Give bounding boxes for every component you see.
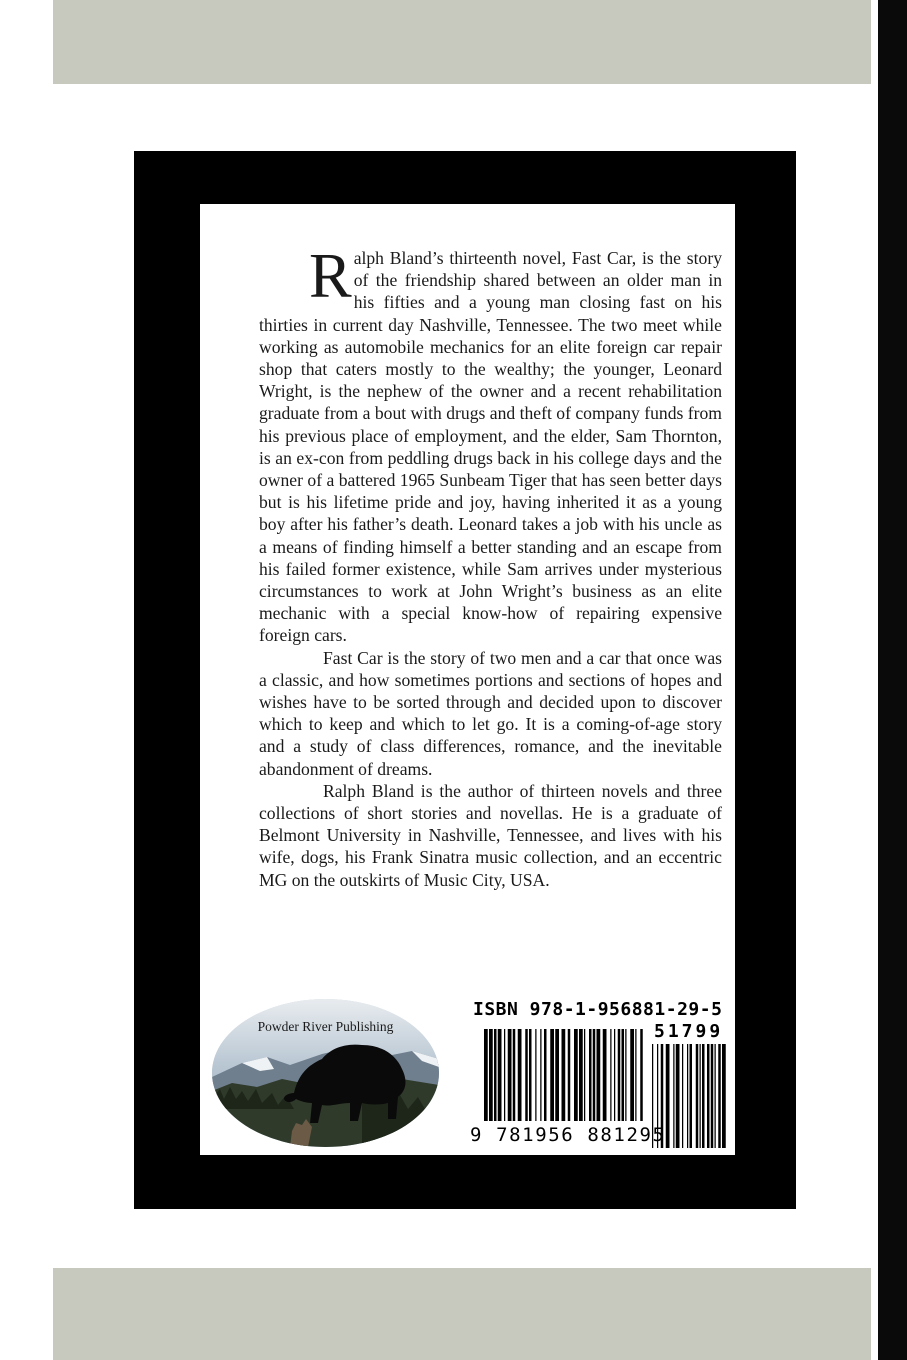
barcode-bar xyxy=(589,1029,592,1121)
barcode-bar xyxy=(593,1029,596,1121)
barcode-bar xyxy=(494,1029,497,1121)
back-cover-page xyxy=(200,204,735,1155)
barcode-bar xyxy=(562,1029,566,1121)
barcode-bar xyxy=(722,1044,726,1148)
publisher-logo xyxy=(212,999,439,1147)
bottom-gray-band xyxy=(53,1268,871,1360)
barcode-bar xyxy=(622,1029,625,1121)
barcode-bar xyxy=(498,1029,502,1121)
barcode-bar xyxy=(711,1044,714,1148)
barcode-bar xyxy=(584,1029,585,1121)
barcode-bar xyxy=(640,1029,643,1121)
barcode-bar xyxy=(544,1029,547,1121)
top-gray-band xyxy=(53,0,871,84)
publisher-name: Powder River Publishing xyxy=(257,1019,394,1034)
barcode-bar xyxy=(518,1029,522,1121)
barcode-bar xyxy=(682,1044,683,1148)
barcode-bar xyxy=(529,1029,532,1121)
barcode-bar xyxy=(614,1029,615,1121)
barcode-bar xyxy=(676,1044,680,1148)
barcode-bar xyxy=(504,1029,505,1121)
barcode-bar xyxy=(635,1029,636,1121)
barcode-bar xyxy=(484,1029,488,1121)
barcode-bar xyxy=(718,1044,721,1148)
ean13-barcode xyxy=(484,1029,644,1121)
right-edge-strip xyxy=(878,0,907,1360)
drop-cap: R xyxy=(309,240,352,311)
barcode-bar xyxy=(696,1044,699,1148)
barcode-bar xyxy=(625,1029,626,1121)
barcode-bar xyxy=(525,1029,528,1121)
barcode-bar xyxy=(555,1029,559,1121)
isbn-label: ISBN 978-1-956881-29-5 xyxy=(473,999,723,1020)
barcode-bar xyxy=(603,1029,607,1121)
barcode-bar xyxy=(702,1044,705,1148)
barcode-bar xyxy=(610,1029,611,1121)
barcode-bar xyxy=(673,1044,674,1148)
paragraph-3: Ralph Bland is the author of thirteen novels and three collections of short stories and novellas. He is a graduate of Belmont University in Nashville, Tennessee, and lives with his wife, dogs, his Frank Sinatra music collection, and an eccentric MG on the outskirts of Music City, USA. xyxy=(259,780,722,890)
barcode-bar xyxy=(597,1029,601,1121)
barcode-bar xyxy=(579,1029,583,1121)
barcode-bar xyxy=(666,1044,670,1148)
barcode-digits: 9 781956 881295 xyxy=(470,1124,666,1146)
paragraph-1-text: alph Bland’s thirteenth novel, Fast Car, is the story of the friendship shared between an older man in his fifties and a young man closing fast on his thirties in current day Nashville, Tennessee. The two meet while working as automobile mechanics for an elite foreign car repair shop that caters mostly to the wealthy; the younger, Leonard Wright, is the nephew of the owner and a recent rehabilitation graduate from a bout with drugs and theft of company funds from his previous place of employment, and the elder, Sam Thornton, is an ex-con from peddling drugs back in his college days and the owner of a battered 1965 Sunbeam Tiger that has seen better days but is his lifetime pride and joy, having inherited it as a young boy after his father’s death. Leonard takes a job with his uncle as a means of finding himself a better standing and an escape from his failed former existence, while Sam arrives under mysterious circumstances to work at John Wright’s business as an elite mechanic with a special know-how of repairing expensive foreign cars. xyxy=(259,248,722,646)
barcode-bar xyxy=(700,1044,701,1148)
barcode-bar xyxy=(550,1029,554,1121)
barcode-bar xyxy=(489,1029,493,1121)
barcode-bar xyxy=(540,1029,541,1121)
barcode-bar xyxy=(715,1044,716,1148)
paragraph-2: Fast Car is the story of two men and a car that once was a classic, and how sometimes portions and sections of hopes and wishes have to be sorted through and decided upon to discover which to keep and which to let go. It is a coming-of-age story and a study of class differences, romance, and the inevitable abandonment of dreams. xyxy=(259,647,722,779)
isbn-barcode-block xyxy=(470,997,730,1157)
barcode-bar xyxy=(630,1029,634,1121)
barcode-bar xyxy=(574,1029,578,1121)
book-description xyxy=(259,240,722,891)
barcode-bar xyxy=(690,1044,693,1148)
barcode-bar xyxy=(535,1029,536,1121)
barcode-bar xyxy=(687,1044,688,1148)
barcode-bar xyxy=(508,1029,512,1121)
barcode-bar xyxy=(568,1029,571,1121)
barcode-bar xyxy=(707,1044,710,1148)
addon-code: 51799 xyxy=(654,1021,724,1042)
barcode-bar xyxy=(618,1029,621,1121)
paragraph-1 xyxy=(259,240,722,647)
barcode-bar xyxy=(513,1029,516,1121)
